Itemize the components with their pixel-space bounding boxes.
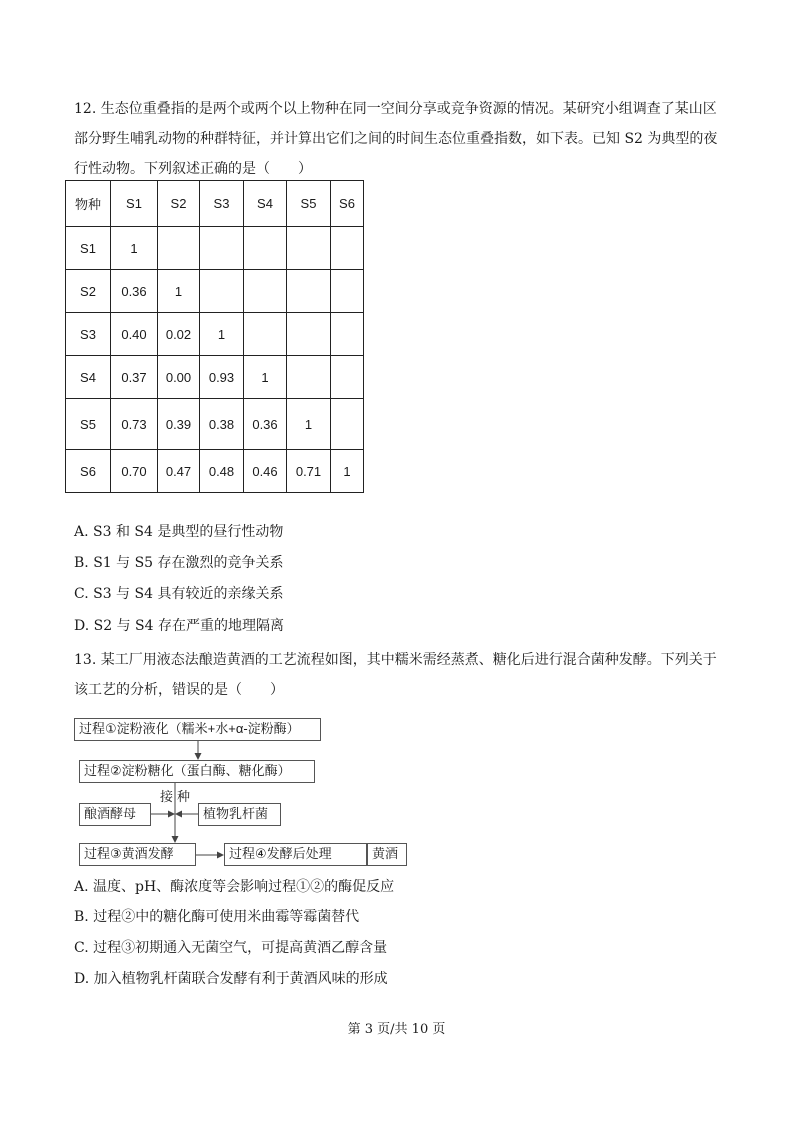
table-cell [244,227,287,270]
row-label: S5 [66,399,111,450]
column-header: S1 [111,181,158,227]
row-label: S2 [66,270,111,313]
flow-step-saccharification: 过程②淀粉糖化（蛋白酶、糖化酶） [79,760,315,783]
table-cell: 0.00 [158,356,200,399]
column-header: S5 [287,181,331,227]
question-12-stem: 12. 生态位重叠指的是两个或两个以上物种在同一空间分享或竞争资源的情况。某研究小组调查了某山区部分野生哺乳动物的种群特征，并计算出它们之间的时间生态位重叠指数，如下表。已知 S2 为典型的夜行性动物。下列叙述正确的是（ ） [74,101,718,177]
table-cell: 0.93 [200,356,244,399]
table-cell [244,270,287,313]
table-cell: 0.71 [287,450,331,493]
table-corner-cell: 物种 [66,181,111,227]
inoculation-label-2: 种 [177,789,191,804]
table-cell [287,270,331,313]
column-header: S4 [244,181,287,227]
niche-overlap-table [65,180,364,493]
q13-option-a: A. 温度、pH、酶浓度等会影响过程①②的酶促反应 [74,879,395,895]
table-cell [331,356,364,399]
table-cell: 1 [200,313,244,356]
table-cell [331,227,364,270]
q12-option-c: C. S3 与 S4 具有较近的亲缘关系 [74,586,284,602]
table-cell: 0.70 [111,450,158,493]
table-row [66,356,364,399]
table-cell: 1 [158,270,200,313]
table-cell: 1 [331,450,364,493]
table-cell: 0.37 [111,356,158,399]
column-header: S2 [158,181,200,227]
table-cell: 0.38 [200,399,244,450]
table-cell: 0.39 [158,399,200,450]
table-row [66,270,364,313]
q13-option-c: C. 过程③初期通入无菌空气，可提高黄酒乙醇含量 [74,940,388,956]
table-cell [287,356,331,399]
table-cell [244,313,287,356]
table-cell: 1 [244,356,287,399]
table-cell: 0.36 [244,399,287,450]
table-cell: 1 [287,399,331,450]
table-row [66,450,364,493]
row-label: S4 [66,356,111,399]
q13-option-b: B. 过程②中的糖化酶可使用米曲霉等霉菌替代 [74,909,360,925]
table-cell [331,313,364,356]
table-cell: 1 [111,227,158,270]
question-13-stem: 13. 某工厂用液态法酿造黄酒的工艺流程如图，其中糯米需经蒸煮、糖化后进行混合菌种发酵。下列关于该工艺的分析，错误的是（ ） [74,652,717,698]
flow-step-liquefaction: 过程①淀粉液化（糯米+水+α-淀粉酶） [74,718,321,741]
table-cell: 0.47 [158,450,200,493]
table-cell [287,313,331,356]
q12-option-d: D. S2 与 S4 存在严重的地理隔离 [74,618,284,634]
flow-product-huangjiu: 黄酒 [367,843,407,866]
table-cell: 0.02 [158,313,200,356]
q13-option-d: D. 加入植物乳杆菌联合发酵有利于黄酒风味的形成 [74,971,388,987]
table-cell [331,399,364,450]
table-cell: 0.40 [111,313,158,356]
flow-input-yeast: 酿酒酵母 [79,803,151,826]
table-header-row [66,181,364,227]
table-cell: 0.48 [200,450,244,493]
table-cell [158,227,200,270]
column-header: S3 [200,181,244,227]
row-label: S1 [66,227,111,270]
table-row [66,313,364,356]
table-cell: 0.46 [244,450,287,493]
table-cell [331,270,364,313]
q12-option-a: A. S3 和 S4 是典型的昼行性动物 [74,524,284,540]
inoculation-label-1: 接 [160,789,174,804]
table-row [66,227,364,270]
flow-input-lactobacillus: 植物乳杆菌 [198,803,281,826]
column-header: S6 [331,181,364,227]
row-label: S6 [66,450,111,493]
flow-step-post-processing: 过程④发酵后处理 [224,843,367,866]
table-cell [200,227,244,270]
table-cell: 0.36 [111,270,158,313]
table-row [66,399,364,450]
table-cell: 0.73 [111,399,158,450]
row-label: S3 [66,313,111,356]
page-number: 第 3 页/共 10 页 [347,1022,446,1037]
q12-option-b: B. S1 与 S5 存在激烈的竞争关系 [74,555,284,571]
table-cell [287,227,331,270]
table-cell [200,270,244,313]
flow-step-fermentation: 过程③黄酒发酵 [79,843,196,866]
